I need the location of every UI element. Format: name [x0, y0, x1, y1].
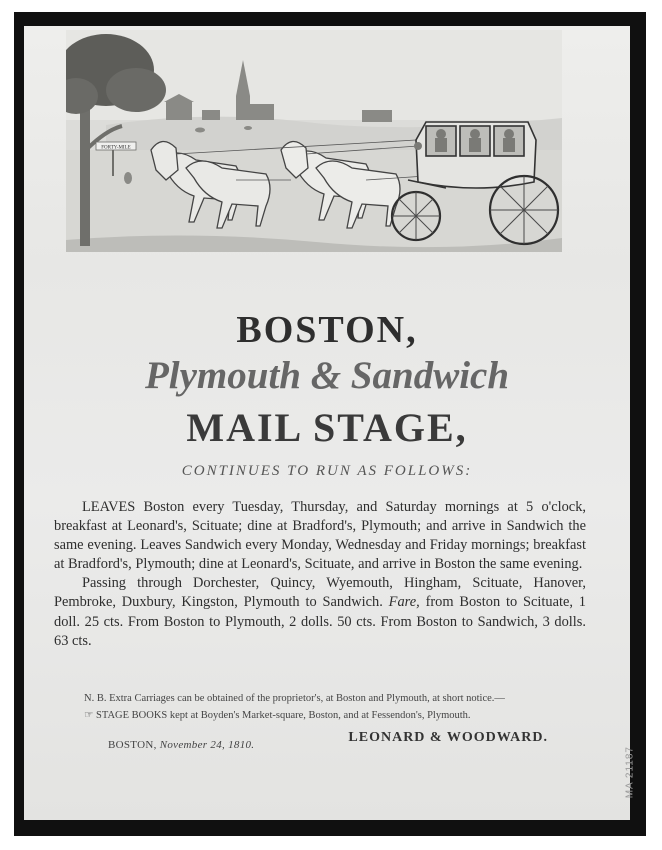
title-route: Plymouth & Sandwich — [144, 354, 510, 397]
archive-code: MA 21187 — [624, 746, 635, 799]
notice-block — [54, 690, 586, 724]
subtitle-continues: CONTINUES TO RUN AS FOLLOWS: — [181, 463, 473, 479]
nb-notice: N. B. Extra Carriages can be obtained of the proprietor's, at Boston and Plymouth, at short notice.— — [84, 693, 505, 704]
title-mail-stage: MAIL STAGE, — [186, 405, 468, 450]
fare-label: Fare, — [388, 594, 420, 611]
stagecoach-engraving — [66, 30, 562, 252]
route-paragraph — [54, 574, 586, 650]
fare-list: from Boston to Scituate, 1 doll. 25 cts. From Boston to Plymouth, 2 dolls. 50 cts. From Boston to Sandwich, 3 dolls. 63 cts. — [54, 594, 586, 649]
route-stops: Passing through Dorchester, Quincy, Wyemouth, Hingham, Scituate, Hanover, Pembroke, Duxbury, Kingston, Plymouth to Sandwich. — [54, 575, 586, 611]
stage-books-notice: ☞ STAGE BOOKS kept at Boyden's Market-square, Boston, and at Fessendon's, Plymouth. — [84, 710, 471, 721]
date-value: November 24, 1810. — [159, 739, 255, 751]
schedule-paragraph: LEAVES Boston every Tuesday, Thursday, and Saturday mornings at 5 o'clock, breakfast at Leonard's, Scituate; dine at Bradford's, Plymouth; and arrive in Sandwich the same evening. Leaves Sandwich every Monday, Wednesday and Friday mornings; breakfast at Bradford's, Plymouth; dine at Leonard's, Scituate, and arrive in Boston the same evening. — [54, 499, 586, 573]
stage-books-text: STAGE BOOKS kept at Boyden's Market-square, Boston, and at Fessendon's, Plymouth. — [96, 710, 471, 721]
date-place: BOSTON, — [108, 739, 157, 751]
signpost-text: FORTY-MILE — [101, 145, 131, 151]
schedule-text — [54, 498, 586, 651]
broadside-sheet — [24, 26, 635, 820]
dateline — [108, 739, 254, 751]
signature-proprietors: LEONARD & WOODWARD. — [348, 730, 548, 745]
title-boston: BOSTON, — [236, 309, 418, 351]
